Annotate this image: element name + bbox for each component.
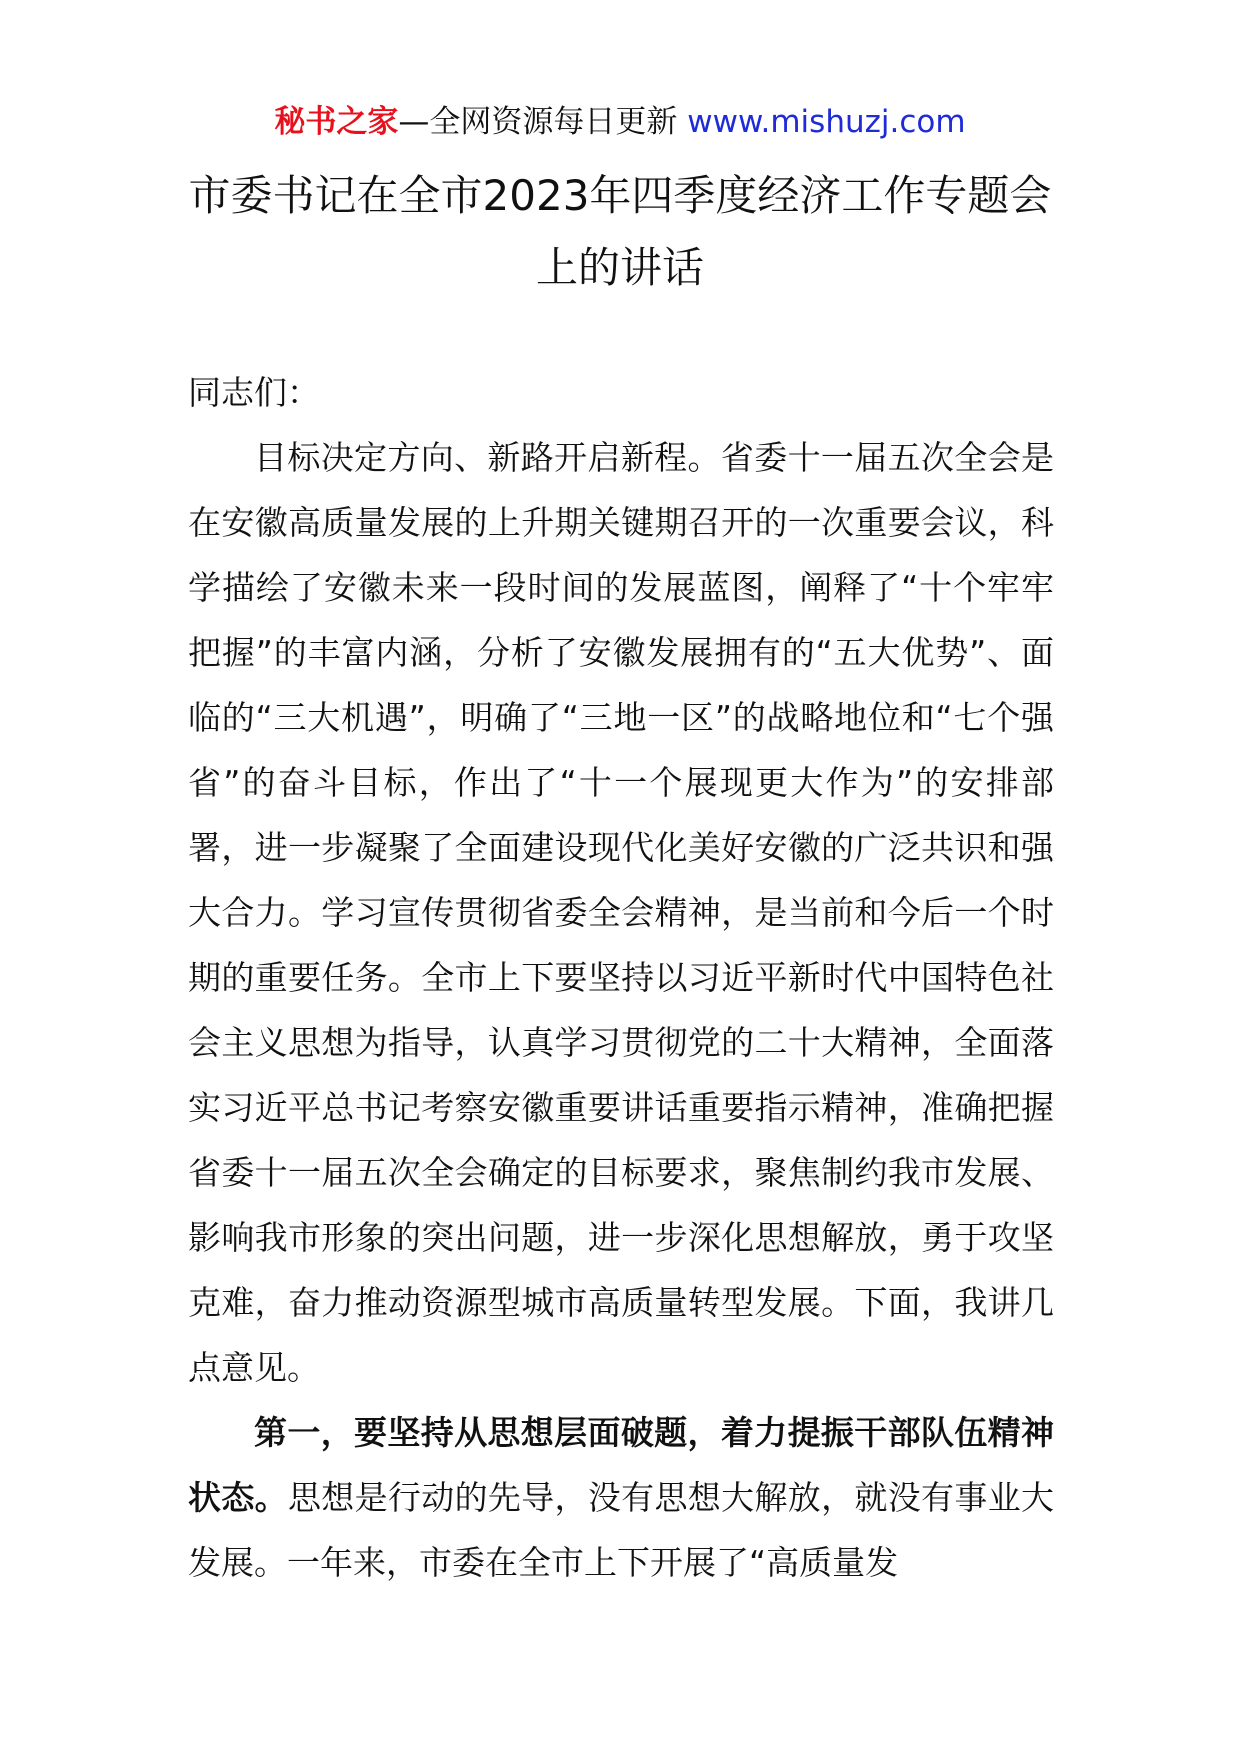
banner-slogan: —全网资源每日更新 <box>398 104 688 140</box>
document-title-line-1: 市委书记在全市2023年四季度经济工作专题会 <box>188 171 1052 220</box>
site-url-link[interactable]: www.mishuzj.com <box>687 104 966 140</box>
paragraph-point-one-text: 思想是行动的先导，没有思想大解放，就没有事业大发展。一年来，市委在全市上下开展了“高质量发 <box>188 1478 1055 1582</box>
document-body <box>188 360 1054 1595</box>
document-title-line-2: 上的讲话 <box>535 243 704 292</box>
paragraph-point-one-heading: 第一，要坚持从思想层面破题，着力提振干部队伍精神状态。 <box>188 1413 1054 1517</box>
brand-name: 秘书之家 <box>274 104 399 140</box>
document-title <box>180 160 1060 304</box>
salutation: 同志们： <box>188 373 320 412</box>
paragraph-intro: 目标决定方向、新路开启新程。省委十一届五次全会是在安徽高质量发展的上升期关键期召开的一次重要会议，科学描绘了安徽未来一段时间的发展蓝图，阐释了“十个牢牢把握”的丰富内涵，分析了安徽发展拥有的“五大优势”、面临的“三大机遇”，明确了“三地一区”的战略地位和“七个强省”的奋斗目标，作出了“十一个展现更大作为”的安排部署，进一步凝聚了全面建设现代化美好安徽的广泛共识和强大合力。学习宣传贯彻省委全会精神，是当前和今后一个时期的重要任务。全市上下要坚持以习近平新时代中国特色社会主义思想为指导，认真学习贯彻党的二十大精神，全面落实习近平总书记考察安徽重要讲话重要指示精神，准确把握省委十一届五次全会确定的目标要求，聚焦制约我市发展、影响我市形象的突出问题，进一步深化思想解放，勇于攻坚克难，奋力推动资源型城市高质量转型发展。下面，我讲几点意见。 <box>188 438 1054 1387</box>
site-banner <box>0 100 1240 144</box>
paragraph-point-one <box>188 1400 1054 1595</box>
